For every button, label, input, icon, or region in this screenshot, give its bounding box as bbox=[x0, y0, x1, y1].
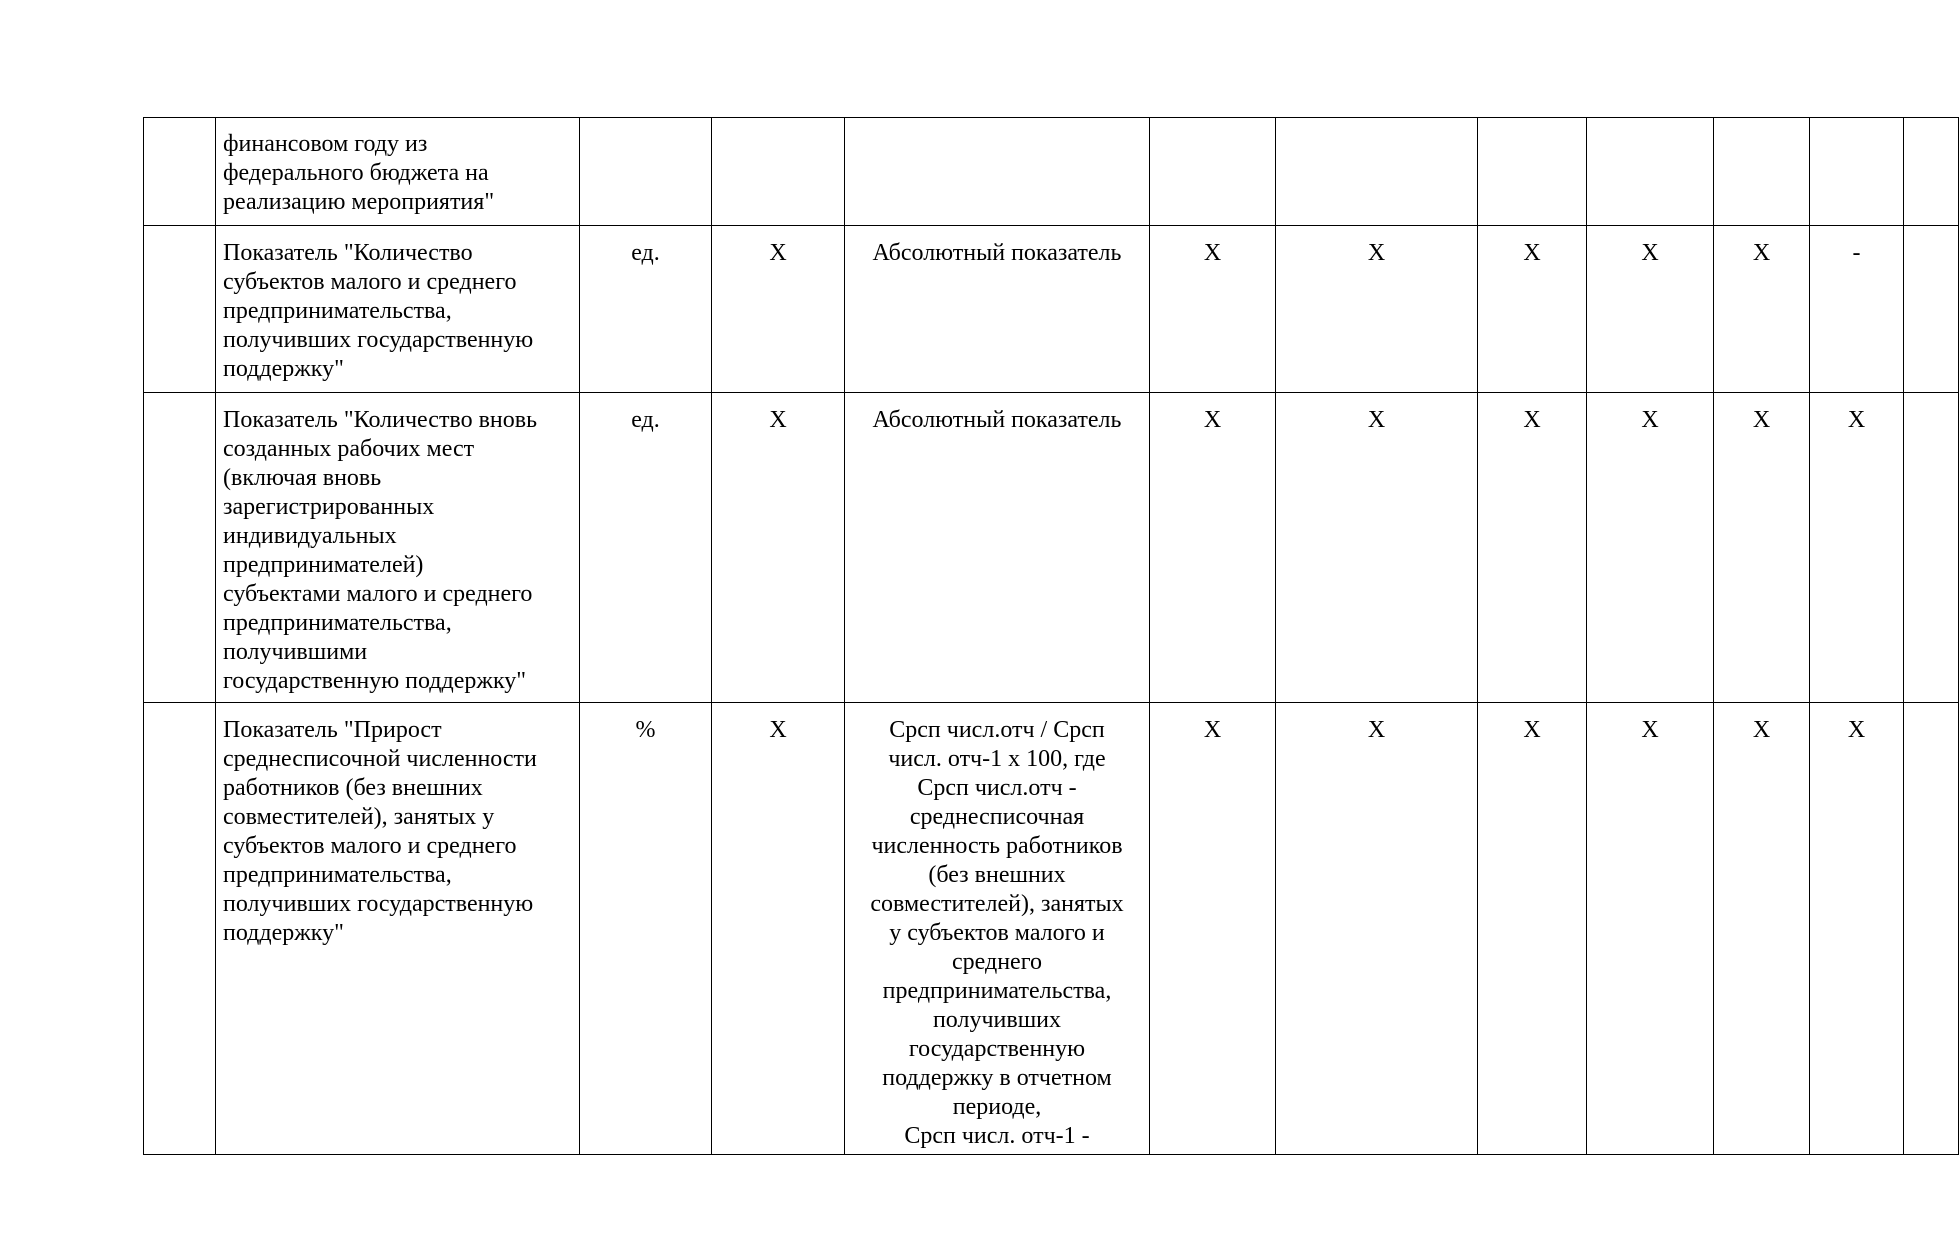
value-cell-5: X bbox=[1714, 226, 1810, 393]
truncated-cell bbox=[1904, 703, 1959, 1155]
table-row bbox=[144, 393, 1959, 703]
method-cell bbox=[845, 226, 1150, 393]
value-cell-3: X bbox=[1478, 226, 1587, 393]
base-value-cell bbox=[712, 118, 845, 226]
indicator-name: финансовом году из федерального бюджета на реализацию мероприятия" bbox=[223, 131, 495, 215]
value-cell-4 bbox=[1587, 118, 1714, 226]
table-row bbox=[144, 118, 1959, 226]
value-cell-4: X bbox=[1587, 226, 1714, 393]
base-value-cell: X bbox=[712, 703, 845, 1155]
indicator-name-cell bbox=[216, 393, 580, 703]
value-cell-4: X bbox=[1587, 393, 1714, 703]
value-cell-4: X bbox=[1587, 703, 1714, 1155]
indicator-name-cell bbox=[216, 226, 580, 393]
value-cell-2 bbox=[1276, 118, 1478, 226]
method-cell bbox=[845, 703, 1150, 1155]
indicator-name: Показатель "Количество субъектов малого и среднего предпринимательства, получивших государственную поддержку" bbox=[223, 240, 534, 382]
value-cell-6: X bbox=[1810, 393, 1904, 703]
row-number-cell bbox=[144, 118, 216, 226]
unit-cell: ед. bbox=[580, 393, 712, 703]
value-cell-5 bbox=[1714, 118, 1810, 226]
value-cell-1: X bbox=[1150, 393, 1276, 703]
method-text: Абсолютный показатель bbox=[872, 407, 1122, 433]
base-value-cell: X bbox=[712, 393, 845, 703]
unit-cell bbox=[580, 118, 712, 226]
value-cell-6: - bbox=[1810, 226, 1904, 393]
row-number-cell bbox=[144, 703, 216, 1155]
unit-cell: % bbox=[580, 703, 712, 1155]
table-row bbox=[144, 226, 1959, 393]
row-number-cell bbox=[144, 226, 216, 393]
value-cell-3: X bbox=[1478, 703, 1587, 1155]
value-cell-5: X bbox=[1714, 393, 1810, 703]
indicator-name-cell bbox=[216, 703, 580, 1155]
method-cell bbox=[845, 118, 1150, 226]
value-cell-6 bbox=[1810, 118, 1904, 226]
value-cell-1 bbox=[1150, 118, 1276, 226]
value-cell-2: X bbox=[1276, 226, 1478, 393]
indicator-name: Показатель "Количество вновь созданных рабочих мест (включая вновь зарегистрированных индивидуальных предпринимателей) субъектами малого и среднего предпринимательства, получившими государственную поддержку" bbox=[223, 407, 538, 694]
indicator-table bbox=[143, 117, 1959, 1155]
value-cell-2: X bbox=[1276, 703, 1478, 1155]
base-value-cell: X bbox=[712, 226, 845, 393]
truncated-cell bbox=[1904, 226, 1959, 393]
method-text: Срсп числ.отч / Срсп числ. отч-1 x 100, где Срсп числ.отч - среднесписочная численность работников (без внешних совместителей), занятых у субъектов малого и среднего предпринимательства, получивших государственную поддержку в отчетном периоде, Срсп числ. отч-1 - bbox=[870, 717, 1124, 1149]
value-cell-5: X bbox=[1714, 703, 1810, 1155]
method-text: Абсолютный показатель bbox=[872, 240, 1122, 266]
value-cell-1: X bbox=[1150, 703, 1276, 1155]
indicator-name: Показатель "Прирост среднесписочной численности работников (без внешних совместителей), занятых у субъектов малого и среднего предпринимательства, получивших государственную поддержку" bbox=[223, 717, 537, 946]
row-number-cell bbox=[144, 393, 216, 703]
value-cell-3: X bbox=[1478, 393, 1587, 703]
value-cell-1: X bbox=[1150, 226, 1276, 393]
value-cell-3 bbox=[1478, 118, 1587, 226]
indicator-name-cell bbox=[216, 118, 580, 226]
method-cell bbox=[845, 393, 1150, 703]
table-row bbox=[144, 703, 1959, 1155]
truncated-cell bbox=[1904, 393, 1959, 703]
unit-cell: ед. bbox=[580, 226, 712, 393]
value-cell-2: X bbox=[1276, 393, 1478, 703]
truncated-cell bbox=[1904, 118, 1959, 226]
value-cell-6: X bbox=[1810, 703, 1904, 1155]
